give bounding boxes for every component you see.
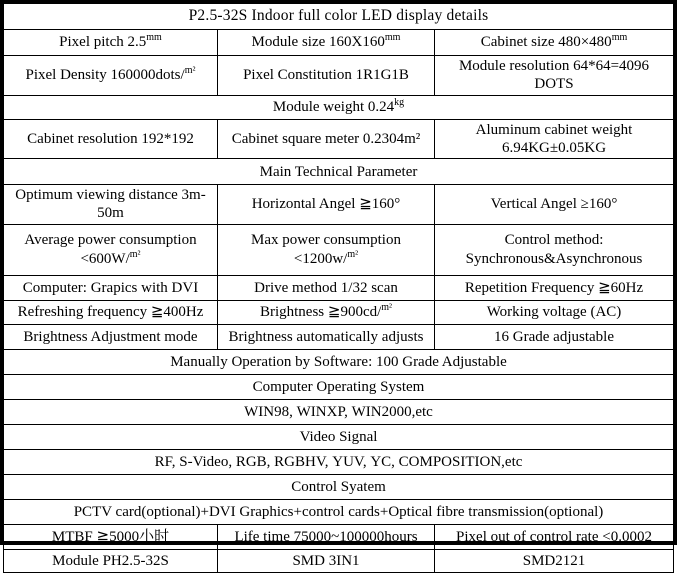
merged-cell: Module weight $0.24^{kg}$ xyxy=(4,95,674,119)
spec-row xyxy=(4,524,674,549)
spec-cell: Life time 75000~100000hours xyxy=(218,524,435,549)
spec-cell: Cabinet size $480\times 480^{mm}$ xyxy=(435,30,674,56)
full-width-row xyxy=(4,424,674,449)
spec-cell: Cabinet square meter 0.2304m² xyxy=(218,119,435,159)
merged-cell: Video Signal xyxy=(4,424,674,449)
spec-cell: Horizontal Angel ≧160° xyxy=(218,185,435,225)
title-row xyxy=(4,4,674,30)
spec-cell: Cabinet resolution 192*192 xyxy=(4,119,218,159)
full-width-row xyxy=(4,499,674,524)
full-width-row xyxy=(4,474,674,499)
merged-cell: Computer Operating System xyxy=(4,374,674,399)
merged-cell: PCTV card(optional)+DVI Graphics+control cards+Optical fibre transmission(optional) xyxy=(4,499,674,524)
full-width-row xyxy=(4,159,674,185)
full-width-row xyxy=(4,399,674,424)
spec-row xyxy=(4,275,674,300)
full-width-row xyxy=(4,374,674,399)
spec-cell: Pixel Density 160000dots/$^{m^2}$ xyxy=(4,56,218,96)
spec-cell: SMD2121 xyxy=(435,549,674,572)
spec-row xyxy=(4,185,674,225)
spec-table-body xyxy=(4,4,674,573)
spec-cell: Brightness ≧900cd/$^{m^2}$ xyxy=(218,300,435,324)
merged-cell: RF, S-Video, RGB, RGBHV, YUV, YC, COMPOSITION,etc xyxy=(4,449,674,474)
spec-cell: Drive method 1/32 scan xyxy=(218,275,435,300)
spec-cell: Aluminum cabinet weight 6.94KG±0.05KG xyxy=(435,119,674,159)
spec-cell: Working voltage (AC) xyxy=(435,300,674,324)
spec-row xyxy=(4,324,674,349)
spec-row xyxy=(4,30,674,56)
full-width-row xyxy=(4,95,674,119)
spec-cell: Refreshing frequency ≧400Hz xyxy=(4,300,218,324)
spec-cell: Repetition Frequency ≧60Hz xyxy=(435,275,674,300)
spec-cell: SMD 3IN1 xyxy=(218,549,435,572)
spec-cell: Pixel out of control rate <0.0002 xyxy=(435,524,674,549)
spec-cell: Brightness Adjustment mode xyxy=(4,324,218,349)
spec-row xyxy=(4,224,674,275)
spec-cell: Optimum viewing distance 3m-50m xyxy=(4,185,218,225)
spec-row xyxy=(4,119,674,159)
full-width-row xyxy=(4,349,674,374)
spec-cell: Computer: Grapics with DVI xyxy=(4,275,218,300)
spec-row xyxy=(4,56,674,96)
spec-cell: Module resolution 64*64=4096 DOTS xyxy=(435,56,674,96)
spec-cell: Module PH2.5-32S xyxy=(4,549,218,572)
spec-cell: Vertical Angel ≥160° xyxy=(435,185,674,225)
full-width-row xyxy=(4,449,674,474)
spec-cell: Pixel Constitution 1R1G1B xyxy=(218,56,435,96)
merged-cell: Main Technical Parameter xyxy=(4,159,674,185)
merged-cell: WIN98, WINXP, WIN2000,etc xyxy=(4,399,674,424)
spec-table xyxy=(3,3,674,573)
merged-cell: Control Syatem xyxy=(4,474,674,499)
spec-cell: 16 Grade adjustable xyxy=(435,324,674,349)
table-title: P2.5-32S Indoor full color LED display details xyxy=(4,4,674,30)
spec-cell: Max power consumption <1200w/$^{m^2}$ xyxy=(218,224,435,275)
spec-cell: Pixel pitch $2.5^{mm}$ xyxy=(4,30,218,56)
spec-cell: Brightness automatically adjusts xyxy=(218,324,435,349)
spec-row xyxy=(4,300,674,324)
merged-cell: Manually Operation by Software: 100 Grade Adjustable xyxy=(4,349,674,374)
spec-cell: Module size $160X160^{mm}$ xyxy=(218,30,435,56)
spec-cell: Control method: Synchronous&Asynchronous xyxy=(435,224,674,275)
spec-cell: MTBF ≧5000小时 xyxy=(4,524,218,549)
spec-row xyxy=(4,549,674,572)
spec-cell: Average power consumption <600W/$^{m^2}$ xyxy=(4,224,218,275)
